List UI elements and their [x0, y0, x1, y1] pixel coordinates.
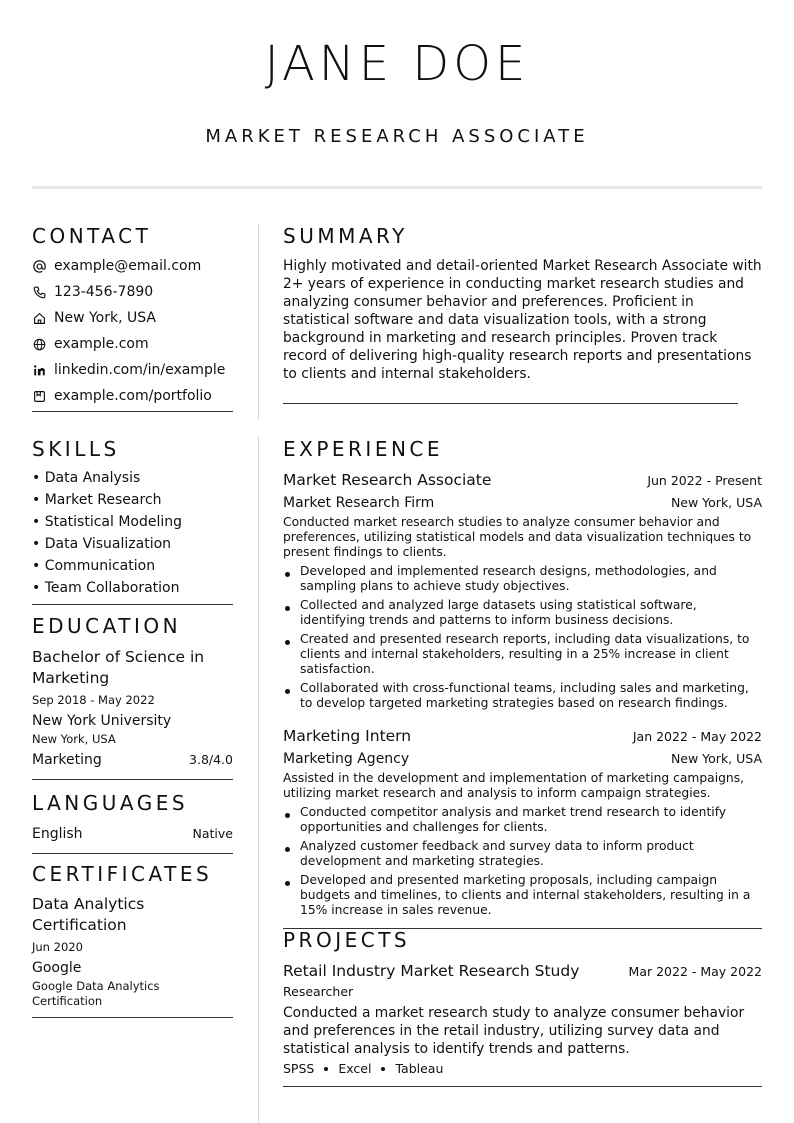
skills-section: [32, 437, 233, 605]
job-dates: Jan 2022 - May 2022: [632, 729, 762, 744]
column-divider-top: [258, 223, 259, 420]
job-entry: [283, 726, 762, 918]
education-field: Marketing: [32, 752, 102, 768]
languages-title: LANGUAGES: [32, 791, 189, 815]
globe-icon: [32, 337, 46, 351]
education-field-row: [32, 750, 233, 770]
contact-portfolio[interactable]: [32, 383, 233, 409]
tool-separator: [381, 1067, 385, 1071]
projects-title: PROJECTS: [283, 928, 411, 952]
language-level: Native: [192, 826, 233, 841]
contact-email-text: example@email.com: [54, 258, 202, 274]
projects-section: [283, 928, 762, 1087]
job-location: New York, USA: [670, 495, 762, 510]
language-name: English: [32, 826, 83, 842]
job-location: New York, USA: [670, 751, 762, 766]
skill-item: • Statistical Modeling: [32, 514, 183, 530]
contact-email[interactable]: [32, 253, 233, 279]
education-section: [32, 614, 233, 780]
resume-name: JANE DOE: [264, 36, 530, 92]
contact-linkedin[interactable]: [32, 357, 233, 383]
contact-linkedin-text: linkedin.com/in/example: [54, 362, 226, 378]
contact-website-text: example.com: [54, 336, 149, 352]
skill-item: • Communication: [32, 558, 156, 574]
project-tool: SPSS: [283, 1061, 315, 1076]
skills-divider: [32, 604, 233, 605]
project-tools: [283, 1061, 762, 1076]
languages-divider: [32, 853, 233, 854]
languages-section: [32, 791, 233, 854]
education-gpa: 3.8/4.0: [189, 752, 233, 767]
linkedin-icon: [32, 363, 46, 377]
job-bullets: [283, 805, 762, 918]
job-dates: Jun 2022 - Present: [647, 473, 762, 488]
job-subheader: [283, 750, 762, 768]
project-description: Conducted a market research study to analyze consumer behavior and preferences in the retail industry, utilizing survey data and statistical analysis to identify trends and patterns.: [283, 1005, 745, 1057]
job-bullet: Conducted competitor analysis and market trend research to identify opportunities and challenges for clients.: [283, 805, 762, 835]
portfolio-icon: [32, 389, 46, 403]
job-title: Marketing Intern: [283, 727, 412, 745]
contact-phone-text: 123-456-7890: [54, 284, 154, 300]
at-icon: [32, 259, 46, 273]
contact-location-text: New York, USA: [54, 310, 156, 326]
education-title: EDUCATION: [32, 614, 182, 638]
contact-portfolio-text: example.com/portfolio: [54, 388, 212, 404]
skill-item: • Market Research: [32, 492, 162, 508]
job-entry: [283, 470, 762, 711]
home-icon: [32, 311, 46, 325]
certificates-divider: [32, 1017, 233, 1018]
job-header: [283, 470, 762, 490]
contact-website[interactable]: [32, 331, 233, 357]
contact-location: [32, 305, 233, 331]
certificate-name: Data Analytics Certification: [32, 895, 145, 934]
certificates-section: [32, 862, 233, 1018]
project-dates: Mar 2022 - May 2022: [628, 964, 762, 979]
education-degree: Bachelor of Science in Marketing: [32, 648, 205, 687]
certificate-detail: Google Data Analytics Certification: [32, 979, 160, 1008]
education-school: New York University: [32, 713, 172, 729]
job-bullet: Developed and presented marketing proposals, including campaign budgets and timelines, to clients and internal stakeholders, resulting in a 15% increase in sales revenue.: [283, 873, 762, 918]
header-divider: [32, 186, 762, 189]
tool-separator: [324, 1067, 328, 1071]
language-row: [32, 824, 233, 844]
project-tool: Excel: [338, 1061, 372, 1076]
job-bullet: Developed and implemented research designs, methodologies, and sampling plans to achieve study objectives.: [283, 564, 762, 594]
summary-section: [283, 224, 762, 404]
job-bullets: [283, 564, 762, 711]
job-bullet: Collected and analyzed large datasets using statistical software, identifying trends and patterns to inform business decisions.: [283, 598, 762, 628]
contact-phone[interactable]: [32, 279, 233, 305]
job-title: Market Research Associate: [283, 471, 492, 489]
project-tool: Tableau: [395, 1061, 444, 1076]
summary-divider: [283, 403, 738, 404]
summary-title: SUMMARY: [283, 224, 408, 248]
skills-title: SKILLS: [32, 437, 120, 461]
job-description: Conducted market research studies to analyze consumer behavior and preferences, utilizing statistical models and data visualization techniques to present findings to clients.: [283, 515, 752, 559]
column-divider-bottom: [258, 436, 259, 1123]
contact-divider: [32, 411, 233, 412]
certificate-issuer: Google: [32, 960, 82, 976]
experience-title: EXPERIENCE: [283, 437, 444, 461]
contact-title: CONTACT: [32, 224, 152, 248]
education-dates: Sep 2018 - May 2022: [32, 693, 155, 707]
job-bullet: Created and presented research reports, including data visualizations, to clients and internal stakeholders, resulting in a 25% increase in client satisfaction.: [283, 632, 762, 677]
contact-section: [32, 224, 233, 412]
job-header: [283, 726, 762, 746]
skill-item: • Team Collaboration: [32, 580, 180, 596]
certificates-title: CERTIFICATES: [32, 862, 213, 886]
job-company: Market Research Firm: [283, 495, 435, 511]
job-description: Assisted in the development and implementation of marketing campaigns, utilizing market research and analysis to inform campaign strategies.: [283, 771, 745, 800]
job-subheader: [283, 494, 762, 512]
job-company: Marketing Agency: [283, 751, 410, 767]
skill-item: • Data Visualization: [32, 536, 172, 552]
job-bullet: Collaborated with cross-functional teams, including sales and marketing, to develop targeted marketing strategies based on research findings.: [283, 681, 762, 711]
project-role: Researcher: [283, 984, 354, 999]
certificate-date: Jun 2020: [32, 940, 83, 954]
experience-section: [283, 437, 762, 929]
summary-text: Highly motivated and detail-oriented Market Research Associate with 2+ years of experience in conducting market research studies and analyzing consumer behavior and preferences. Proficient in statistical software and data visualization tools, with a strong background in marketing and research principles. Proven track record of delivering high-quality research reports and presentations to clients and internal stakeholders.: [283, 258, 762, 382]
resume-role: MARKET RESEARCH ASSOCIATE: [205, 126, 589, 147]
project-name: Retail Industry Market Research Study: [283, 962, 580, 980]
job-bullet: Analyzed customer feedback and survey data to inform product development and marketing strategies.: [283, 839, 762, 869]
project-header: [283, 961, 762, 981]
projects-divider: [283, 1086, 762, 1087]
education-divider: [32, 779, 233, 780]
skill-item: • Data Analysis: [32, 470, 141, 486]
phone-icon: [32, 285, 46, 299]
education-location: New York, USA: [32, 732, 116, 746]
